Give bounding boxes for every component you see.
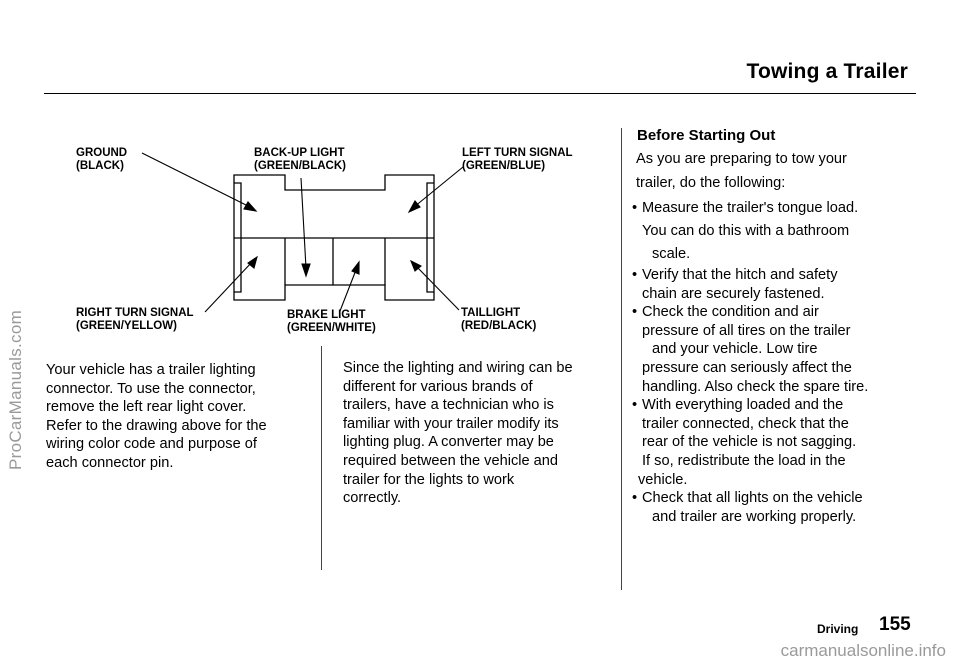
intro-text: As you are preparing to tow your trailer, do the following: <box>636 151 847 191</box>
bottom-watermark: carmanualsonline.info <box>780 641 946 660</box>
list-item: • Measure the trailer's tongue load. You can do this with a bathroom scale. <box>626 197 926 266</box>
left-column-text: Your vehicle has a trailer lighting connector. To use the connector, remove the left rear light cover. Refer to the drawing above for the wiring color code and purpose of each connector pin. <box>46 362 267 471</box>
label-taillight: TAILLIGHT (RED/BLACK) <box>461 307 537 332</box>
page-title: Towing a Trailer <box>746 60 908 83</box>
column-divider-left <box>321 346 322 570</box>
checklist <box>626 197 926 526</box>
list-item: • With everything loaded and the trailer connected, check that the rear of the vehicle is not sagging. If so, redistribute the load in the vehicle. <box>626 396 926 489</box>
ground-arrow <box>244 202 256 211</box>
list-item: • Verify that the hitch and safety chain are securely fastened. <box>626 266 926 303</box>
label-backup-light: BACK-UP LIGHT (GREEN/BLACK) <box>254 147 346 172</box>
list-item: • Check the condition and air pressure of all tires on the trailer and your vehicle. Low tire pressure can seriously affect the handling. Also check the spare tire. <box>626 303 926 396</box>
label-ground: GROUND (BLACK) <box>76 147 128 172</box>
label-right-turn-signal: RIGHT TURN SIGNAL (GREEN/YELLOW) <box>76 307 194 332</box>
right-turn-arrow <box>248 257 257 268</box>
column-divider-right <box>621 128 622 590</box>
page-number: 155 <box>879 614 911 635</box>
brake-arrow <box>352 262 359 274</box>
label-brake-light: BRAKE LIGHT (GREEN/WHITE) <box>287 309 376 334</box>
backup-arrow <box>302 264 310 276</box>
footer-section: Driving <box>817 622 859 636</box>
middle-column-text: Since the lighting and wiring can be different for various brands of trailers, have a technician who is familiar with your trailer modify its lighting plug. A converter may be required between the vehicle and trailer for the lights to work correctly. <box>343 360 573 507</box>
section-heading: Before Starting Out <box>637 127 776 144</box>
label-left-turn-signal: LEFT TURN SIGNAL (GREEN/BLUE) <box>462 147 573 172</box>
side-watermark: ProCarManuals.com <box>6 309 25 470</box>
list-item: • Check that all lights on the vehicle and trailer are working properly. <box>626 489 926 526</box>
left-turn-arrow <box>409 201 420 212</box>
